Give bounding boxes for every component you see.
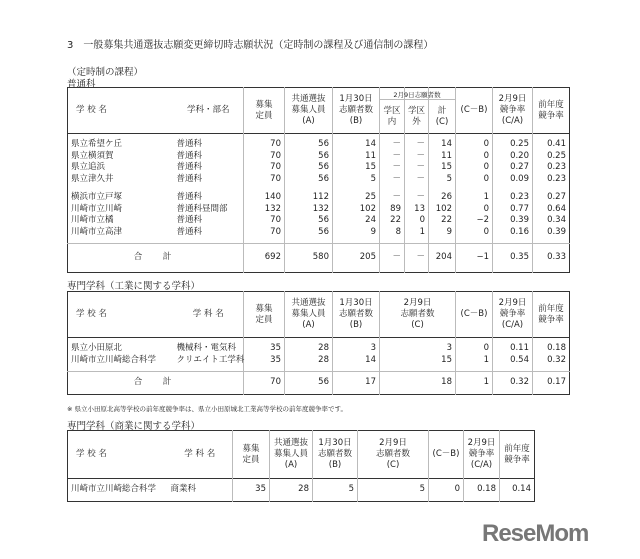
header-a: 共通選抜 募集人員 (A) — [285, 292, 333, 338]
table-row-cell: 3 — [380, 343, 456, 355]
spacer-cell — [429, 185, 456, 192]
table-row-cell: 22 — [380, 215, 405, 227]
table-row-cell: 1 — [405, 227, 429, 239]
table-row-cell: 102 — [333, 204, 380, 216]
spacer-cell — [68, 185, 174, 192]
table-row-cell: 15 — [380, 355, 456, 367]
table-row-cell: 0.09 — [493, 174, 533, 186]
total-cell: 18 — [380, 372, 456, 395]
table-commercial — [67, 430, 535, 502]
header-c-total: 計 (C) — [429, 88, 456, 134]
header-dept: 学科・部名 — [186, 105, 230, 115]
table-row-cell: － — [380, 151, 405, 163]
table-row-cell: 0.32 — [533, 355, 570, 367]
total-row — [68, 244, 570, 273]
table-row-cell: 0.23 — [533, 174, 570, 186]
table-row-cell: 県立小田原北 — [71, 343, 123, 353]
table-row-cell: 0.34 — [533, 215, 570, 227]
table-row — [68, 204, 570, 216]
total-cell: 17 — [333, 372, 380, 395]
table-row-cell: 0.18 — [464, 479, 500, 502]
spacer-cell — [174, 185, 244, 192]
table-row-cell: 26 — [429, 192, 456, 204]
table-row-cell: 70 — [244, 215, 285, 227]
table-row — [68, 174, 570, 186]
table-row-cell: 70 — [244, 174, 285, 186]
table-row-cell: 132 — [244, 204, 285, 216]
table-row-cell: 0.39 — [533, 227, 570, 239]
header-prev: 前年度 競争率 — [533, 88, 570, 134]
table-row-cell: 0 — [456, 151, 493, 163]
table-row-cell: 県立追浜 — [71, 162, 106, 172]
table-row — [68, 479, 535, 502]
spacer-cell — [533, 185, 570, 192]
header-c-out: 学区 外 — [405, 88, 429, 134]
total-cell: 204 — [429, 244, 456, 273]
table-row-cell: 普通科 — [176, 139, 203, 149]
table-row-cell: 56 — [285, 139, 333, 151]
table-row-cell: 0.27 — [493, 162, 533, 174]
spacer-cell — [333, 185, 380, 192]
table-row-cell: 89 — [380, 204, 405, 216]
table-row-cell: 川崎市立高津 — [71, 226, 123, 237]
table-row-cell: 0 — [456, 204, 493, 216]
total-cell: 205 — [333, 244, 380, 273]
table-row-cell: 9 — [429, 227, 456, 239]
table-row-cell: 35 — [244, 355, 285, 367]
table-row-cell: 14 — [333, 355, 380, 367]
table-row-cell: クリエイト工学科 — [176, 354, 245, 365]
table-row-cell: −2 — [456, 215, 493, 227]
spacer-row — [68, 185, 570, 192]
table-industrial — [67, 291, 570, 395]
table-row-cell: 普通科昼間部 — [176, 203, 228, 214]
total-cell: － — [380, 244, 405, 273]
resemom-logo: ReseMom — [482, 520, 589, 547]
table-row — [68, 215, 570, 227]
table-row-cell: 1 — [456, 355, 493, 367]
header-a: 共通選抜 募集人員 (A) — [285, 88, 333, 134]
spacer-cell — [405, 185, 429, 192]
table-row-cell: 県立希望ケ丘 — [71, 139, 123, 149]
table-row-cell: 川崎市立川崎総合科学 — [71, 484, 157, 495]
table-row-cell: 0 — [405, 215, 429, 227]
header-cb: (C－B) — [456, 88, 493, 134]
table-row — [68, 162, 570, 174]
header-school: 学 校 名 — [76, 309, 107, 319]
total-cell: 580 — [285, 244, 333, 273]
header-capacity: 募集 定員 — [233, 431, 270, 479]
table-row-cell: 9 — [333, 227, 380, 239]
table-row-cell: 普通科 — [176, 215, 203, 225]
spacer-cell — [493, 185, 533, 192]
table-row-cell: 普通科 — [176, 150, 203, 161]
table-row — [68, 227, 570, 239]
table-row-cell: 11 — [429, 151, 456, 163]
table-row-cell: 横浜市立戸塚 — [71, 192, 123, 202]
table-general — [67, 87, 570, 273]
table-row-cell: 0.25 — [533, 151, 570, 163]
table-row-cell: 5 — [333, 174, 380, 186]
table-row-cell: － — [405, 162, 429, 174]
header-prev: 前年度 競争率 — [533, 292, 570, 338]
header-school: 学 校 名 — [76, 105, 107, 115]
table-row-cell: 28 — [285, 343, 333, 355]
total-cell: 0.17 — [533, 372, 570, 395]
table-row-cell: 1 — [456, 192, 493, 204]
table-row — [68, 151, 570, 163]
table-row-cell: 70 — [244, 227, 285, 239]
table-row-cell: 0.77 — [493, 204, 533, 216]
header-prev: 前年度 競争率 — [500, 431, 535, 479]
section-label: （定時制の課程） — [67, 67, 144, 78]
header-rate: 2月9日 競争率 (C/A) — [464, 431, 500, 479]
header-c: 2月9日 志願者数 (C) — [358, 431, 429, 479]
table-row-cell: 102 — [429, 204, 456, 216]
header-capacity: 募集 定員 — [244, 292, 285, 338]
header-c-in: 学区 内 — [380, 88, 405, 134]
header-row — [68, 88, 570, 134]
table1-caption: 普通科 — [67, 79, 96, 90]
total-label: 合 計 — [68, 372, 244, 395]
table-row-cell: 0 — [429, 479, 464, 502]
table-row-cell: 56 — [285, 162, 333, 174]
table-row-cell: 川崎市立橘 — [71, 215, 114, 225]
table-row-cell: 0 — [456, 343, 493, 355]
header-capacity: 募集 定員 — [244, 88, 285, 134]
table-row-cell: 14 — [429, 139, 456, 151]
table-row-cell: 0.41 — [533, 139, 570, 151]
table-row-cell: 県立横須賀 — [71, 150, 114, 161]
table-row-cell: 56 — [285, 174, 333, 186]
spacer-cell — [380, 185, 405, 192]
table-row-cell: 70 — [244, 162, 285, 174]
header-row — [68, 292, 570, 338]
table-row-cell: 112 — [285, 192, 333, 204]
header-row — [68, 431, 535, 479]
table-row-cell: 5 — [313, 479, 358, 502]
total-cell: 0.32 — [493, 372, 533, 395]
table-row-cell: 15 — [333, 162, 380, 174]
table-row-cell: 0 — [456, 227, 493, 239]
table-row-cell: 県立津久井 — [71, 173, 114, 184]
total-cell: － — [405, 244, 429, 273]
table-row-cell: 普通科 — [176, 192, 203, 202]
table-row-cell: 川崎市立川崎総合科学 — [71, 354, 157, 365]
table-row-cell: 56 — [285, 151, 333, 163]
spacer-cell — [456, 185, 493, 192]
table-row-cell: － — [405, 192, 429, 204]
table-row-cell: 普通科 — [176, 162, 203, 172]
table-row-cell: 25 — [333, 192, 380, 204]
document-title: 3 一般募集共通選抜志願変更締切時志願状況（定時制の課程及び通信制の課程） — [67, 40, 434, 51]
table-row-cell: 22 — [429, 215, 456, 227]
table-row-cell: 0.23 — [533, 162, 570, 174]
table2-footnote: ※ 県立小田原北高等学校の前年度競争率は、県立小田原城北工業高等学校の前年度競争率です。 — [67, 405, 347, 413]
table-row — [68, 139, 570, 151]
table-row-cell: 機械科・電気科 — [176, 343, 237, 353]
table-row-cell: 13 — [405, 204, 429, 216]
header-cb: (C－B) — [429, 431, 464, 479]
header-b: 1月30日 志願者数 (B) — [333, 292, 380, 338]
table-row-cell: － — [380, 192, 405, 204]
table-row — [68, 343, 570, 355]
table-row — [68, 192, 570, 204]
table-row-cell: 14 — [333, 139, 380, 151]
table-row-cell: － — [380, 139, 405, 151]
total-row — [68, 372, 570, 395]
table3-caption: 専門学科（商業に関する学科） — [67, 421, 201, 432]
total-cell: −1 — [456, 244, 493, 273]
header-c: 2月9日 志願者数 (C) — [380, 292, 456, 338]
table-row-cell: 0.20 — [493, 151, 533, 163]
table-row-cell: 0.25 — [493, 139, 533, 151]
table-row-cell: 0.64 — [533, 204, 570, 216]
table-row-cell: 0.54 — [493, 355, 533, 367]
total-cell: 70 — [244, 372, 285, 395]
header-dept: 学 科 名 — [184, 449, 216, 459]
header-school: 学 校 名 — [76, 449, 107, 459]
table-row-cell: 0.27 — [533, 192, 570, 204]
header-a: 共通選抜 募集人員 (A) — [270, 431, 313, 479]
table-row-cell: 3 — [333, 343, 380, 355]
header-rate: 2月9日 競争率 (C/A) — [493, 88, 533, 134]
table-row-cell: 5 — [429, 174, 456, 186]
table-row-cell: 8 — [380, 227, 405, 239]
table-row-cell: － — [380, 162, 405, 174]
table-row-cell: 普通科 — [176, 226, 203, 237]
table-row-cell: 28 — [270, 479, 313, 502]
table-row-cell: 0 — [456, 162, 493, 174]
header-dept: 学 科 名 — [192, 309, 224, 319]
total-cell: 56 — [285, 372, 333, 395]
table-row-cell: 0.11 — [493, 343, 533, 355]
table-row-cell: 0 — [456, 139, 493, 151]
table-row-cell: 0.14 — [500, 479, 535, 502]
table-row-cell: 11 — [333, 151, 380, 163]
table-row-cell: 24 — [333, 215, 380, 227]
header-b: 1月30日 志願者数 (B) — [333, 88, 380, 134]
total-label: 合 計 — [68, 244, 244, 273]
table-row-cell: 0 — [456, 174, 493, 186]
spacer-cell — [244, 185, 285, 192]
table-row-cell: － — [405, 151, 429, 163]
table-row-cell: 35 — [233, 479, 270, 502]
table-row-cell: － — [405, 174, 429, 186]
total-cell: 692 — [244, 244, 285, 273]
header-cb: (C－B) — [456, 292, 493, 338]
table-row-cell: 0.23 — [493, 192, 533, 204]
table-row-cell: 川崎市立川崎 — [71, 203, 123, 214]
table-row-cell: 56 — [285, 227, 333, 239]
total-cell: 0.35 — [493, 244, 533, 273]
table2-caption: 専門学科（工業に関する学科） — [67, 281, 201, 292]
table-row-cell: 0.39 — [493, 215, 533, 227]
table-row-cell: 0.16 — [493, 227, 533, 239]
spacer-cell — [285, 185, 333, 192]
table-row-cell: 140 — [244, 192, 285, 204]
table-row-cell: 132 — [285, 204, 333, 216]
table-row-cell: 0.18 — [533, 343, 570, 355]
table-row-cell: － — [380, 174, 405, 186]
table-row-cell: 15 — [429, 162, 456, 174]
header-c-group: 2月9日志願者数 — [379, 90, 455, 100]
table-row-cell: 70 — [244, 139, 285, 151]
table-row-cell: 28 — [285, 355, 333, 367]
table-row-cell: 56 — [285, 215, 333, 227]
table-row — [68, 355, 570, 367]
header-b: 1月30日 志願者数 (B) — [313, 431, 358, 479]
table-row-cell: － — [405, 139, 429, 151]
table-row-cell: 商業科 — [170, 484, 197, 495]
table-row-cell: 普通科 — [176, 173, 203, 184]
table-row-cell: 35 — [244, 343, 285, 355]
total-cell: 1 — [456, 372, 493, 395]
total-cell: 0.33 — [533, 244, 570, 273]
header-rate: 2月9日 競争率 (C/A) — [493, 292, 533, 338]
table-row-cell: 70 — [244, 151, 285, 163]
table-row-cell: 5 — [358, 479, 429, 502]
